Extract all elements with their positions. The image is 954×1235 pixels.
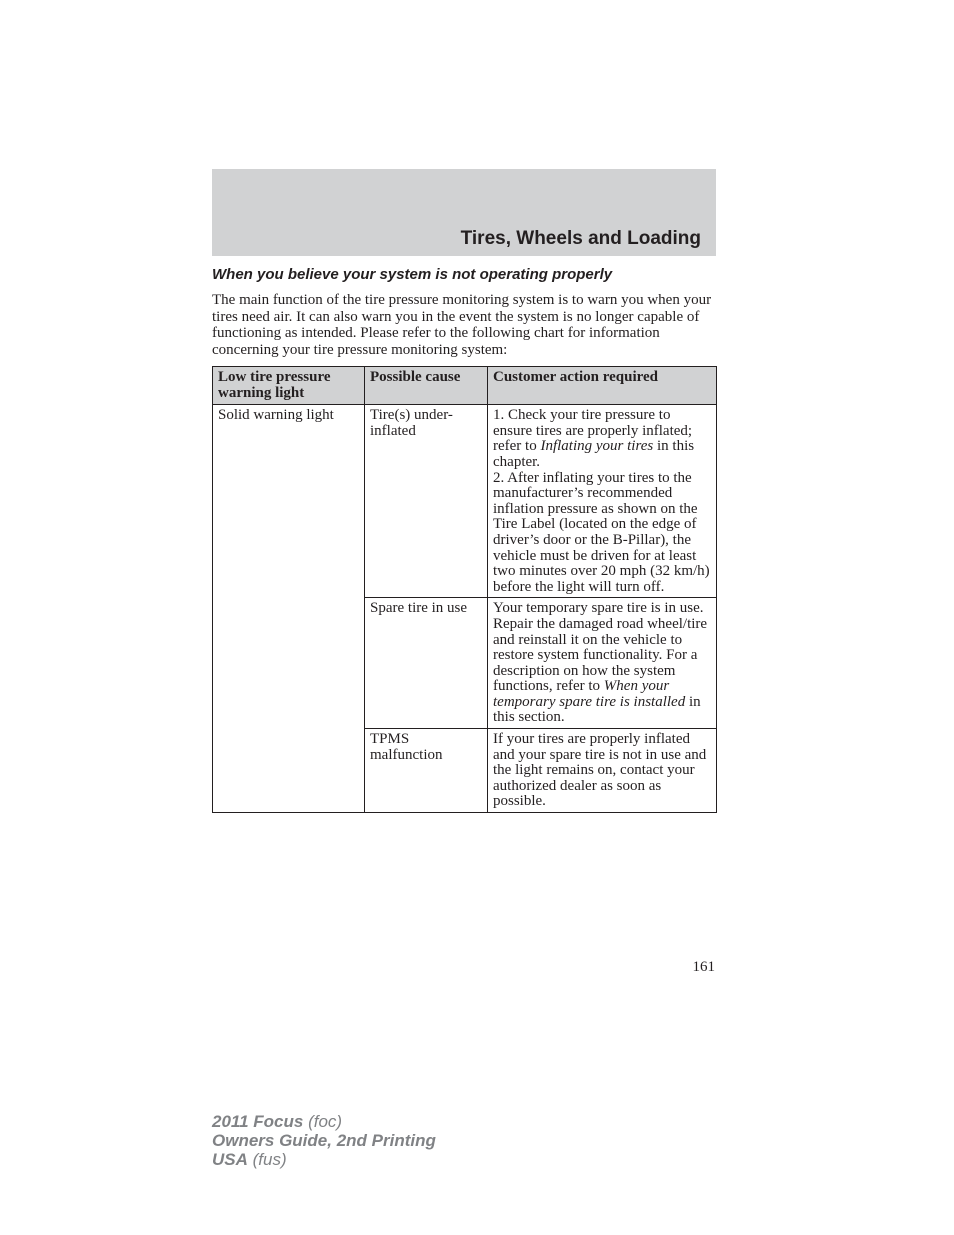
cross-reference: When your temporary spare tire is installed xyxy=(493,678,686,710)
footer-model: 2011 Focus xyxy=(212,1112,304,1131)
header-possible-cause: Possible cause xyxy=(365,367,488,405)
header-warning-light: Low tire pressure warning light xyxy=(213,367,365,405)
cause-cell: Spare tire in use xyxy=(365,598,488,729)
table-header-row xyxy=(213,367,717,405)
page-number: 161 xyxy=(692,959,715,975)
action-cell xyxy=(488,405,717,598)
cause-cell: TPMS malfunction xyxy=(365,729,488,813)
footer-market-code: (fus) xyxy=(252,1150,287,1169)
action-text: in this chapter. xyxy=(493,438,695,470)
action-cell: If your tires are properly inflated and your spare tire is not in use and the light remains on, contact your authorized dealer as soon as possible. xyxy=(488,729,717,813)
intro-paragraph: The main function of the tire pressure monitoring system is to warn you when your tires need air. It can also warn you in the event the system is no longer capable of functioning as intended. Please refer to the following chart for information concerning your tire pressure monitoring system: xyxy=(212,292,712,358)
header-customer-action: Customer action required xyxy=(488,367,717,405)
action-text: 2. After inflating your tires to the manufacturer’s recommended inflation pressure as shown on the Tire Label (located on the edge of driver’s door or the B-Pillar), the vehicle must be driven for at least two minutes over 20 mph (32 km/h) before the light will turn off. xyxy=(493,469,710,595)
warning-light-cell: Solid warning light xyxy=(213,405,365,813)
footer-market: USA xyxy=(212,1150,248,1169)
section-header-band xyxy=(212,169,716,256)
action-text: in this section. xyxy=(493,693,701,726)
footer-guide-printing: Owners Guide, 2nd Printing xyxy=(212,1131,436,1150)
action-text: 1. Check your tire pressure to ensure tires are properly inflated; refer to xyxy=(493,407,693,455)
footer-edition-info xyxy=(212,1112,436,1169)
footer-model-code: (foc) xyxy=(308,1112,343,1131)
section-title: Tires, Wheels and Loading xyxy=(460,228,701,249)
action-text: Your temporary spare tire is in use. Repair the damaged road wheel/tire and reinstall it on the vehicle to restore system functionality. For a description on how the system functions, refer to xyxy=(493,600,708,695)
tpms-troubleshooting-table xyxy=(212,366,717,813)
action-cell xyxy=(488,598,717,729)
cross-reference: Inflating your tires xyxy=(540,438,654,455)
cause-cell: Tire(s) under-inflated xyxy=(365,405,488,598)
subheading: When you believe your system is not operating properly xyxy=(212,266,613,283)
table-row xyxy=(213,405,717,598)
